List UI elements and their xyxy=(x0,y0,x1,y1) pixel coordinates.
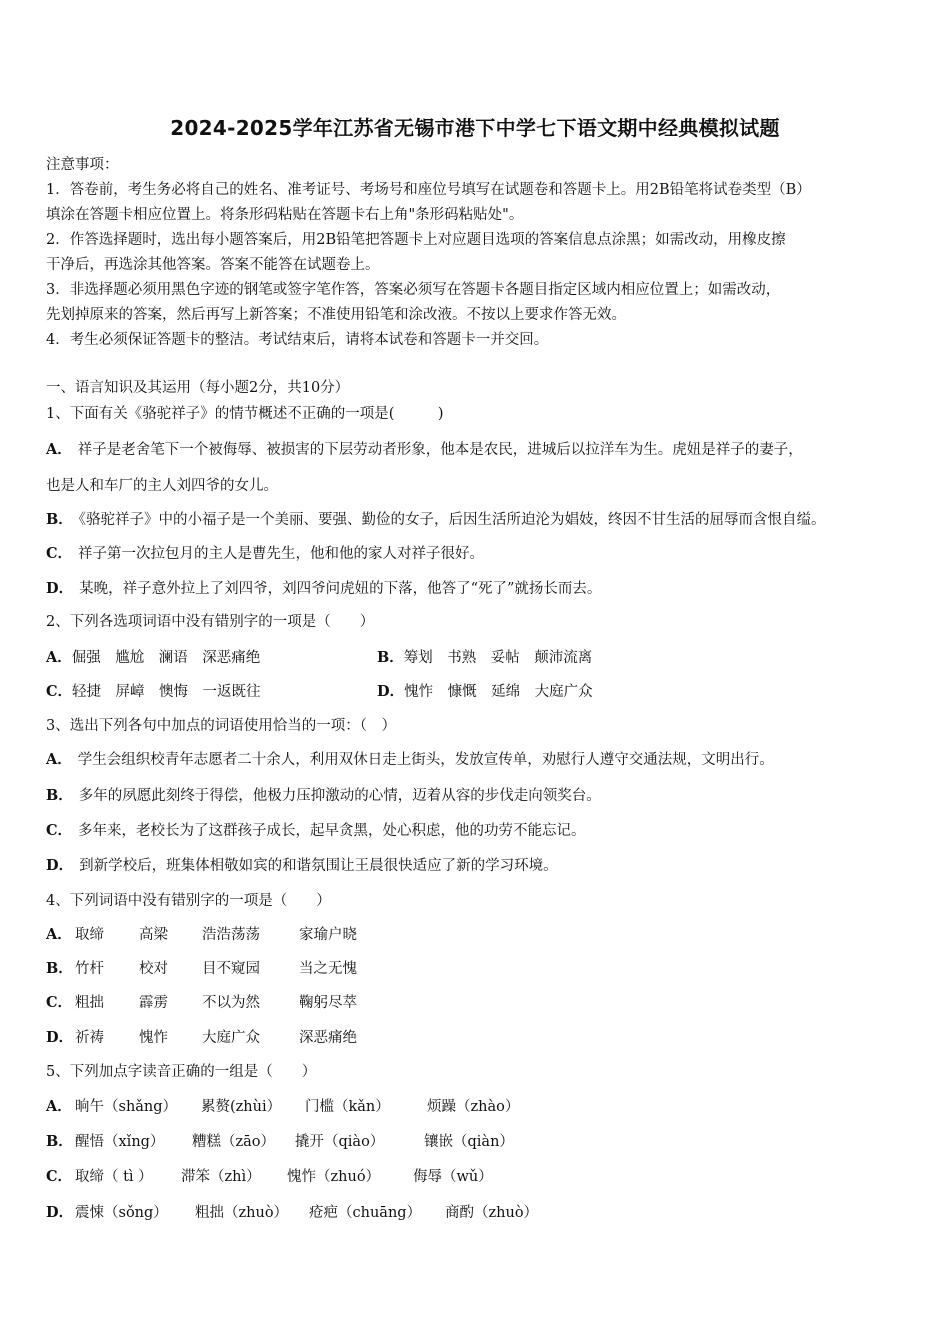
option-item xyxy=(46,680,261,701)
option-pinyin: 撬开（qiào） xyxy=(295,1134,385,1150)
option-key: B． xyxy=(46,787,73,804)
option-word: 校对 xyxy=(139,961,168,977)
option-item xyxy=(46,646,260,667)
notes-block xyxy=(46,153,906,353)
option-key: D． xyxy=(46,857,74,874)
option-pinyin: 侮辱（wǔ） xyxy=(413,1169,493,1185)
option-word: 愧怍 xyxy=(139,1030,168,1046)
question-stem: 3、选出下列各句中加点的词语使用恰当的一项：（ ） xyxy=(46,718,396,734)
option-pinyin: 醒悟（xǐng） xyxy=(75,1134,165,1150)
option-pinyin: 累赘(zhùi） xyxy=(201,1099,282,1115)
option-text: 祥子是老舍笔下一个被侮辱、被损害的下层劳动者形象，他本是农民，进城后以拉洋车为生。虎妞是祥子的妻子， xyxy=(77,442,803,458)
option-word: 浩浩荡荡 xyxy=(202,927,260,943)
question-stem: 4、下列词语中没有错别字的一项是（ ） xyxy=(46,893,331,909)
option-word: 目不窥园 xyxy=(202,961,260,977)
option-key: D． xyxy=(46,1029,74,1046)
option-word: 不以为然 xyxy=(202,995,260,1011)
option-text: 多年的夙愿此刻终于得偿，他极力压抑激动的心情，迈着从容的步伐走向领奖台。 xyxy=(78,788,601,804)
option-pinyin: 门槛（kǎn） xyxy=(305,1099,390,1115)
option-key: A． xyxy=(46,649,72,666)
option-text: 筹划 书熟 妥帖 颠沛流离 xyxy=(403,650,593,666)
option-key: C． xyxy=(46,683,73,700)
option-item xyxy=(377,646,592,667)
notes-line: 先划掉原来的答案，然后再写上新答案；不准使用铅笔和涂改液。不按以上要求作答无效。 xyxy=(46,307,626,323)
option-key: A． xyxy=(46,1098,72,1115)
option-text: 多年来，老校长为了这群孩子成长，起早贪黑，处心积虑，他的功劳不能忘记。 xyxy=(78,823,586,839)
option-text: 愧怍 慷慨 延绵 大庭广众 xyxy=(404,684,593,700)
option-key: C． xyxy=(46,1168,73,1185)
option-pinyin: 镶嵌（qiàn） xyxy=(424,1134,514,1150)
option-text: 也是人和车厂的主人刘四爷的女儿。 xyxy=(46,478,278,494)
option-text: 到新学校后，班集体相敬如宾的和谐氛围让王晨很快适应了新的学习环境。 xyxy=(79,858,558,874)
option-word: 高梁 xyxy=(139,927,168,943)
option-item xyxy=(46,854,558,875)
option-key: D． xyxy=(46,1204,74,1221)
option-text: 轻捷 屏嶂 懊悔 一返既往 xyxy=(72,684,261,700)
option-key: B． xyxy=(46,1133,73,1150)
option-key: B． xyxy=(46,511,73,528)
option-item xyxy=(46,508,826,529)
question-stem: 2、下列各选项词语中没有错别字的一项是（ ） xyxy=(46,614,375,630)
option-pinyin: 粗拙（zhuò） xyxy=(195,1205,289,1221)
option-word: 霹雳 xyxy=(139,995,168,1011)
option-key: B． xyxy=(377,649,404,666)
notes-line: 干净后，再选涂其他答案。答案不能答在试题卷上。 xyxy=(46,257,380,273)
option-text: 倔强 尴尬 澜语 深恶痛绝 xyxy=(71,650,261,666)
option-word: 深恶痛绝 xyxy=(299,1030,357,1046)
option-item xyxy=(46,819,586,840)
option-key: A． xyxy=(46,441,72,458)
question-stem: 5、下列加点字读音正确的一组是（ ） xyxy=(46,1064,317,1080)
option-item xyxy=(46,438,803,459)
option-key: B． xyxy=(46,960,73,977)
option-word: 粗拙 xyxy=(75,995,104,1011)
option-pinyin: 疮疤（chuāng） xyxy=(309,1205,422,1221)
notes-line: 3．非选择题必须用黑色字迹的钢笔或签字笔作答，答案必须写在答题卡各题目指定区域内相应位置上；如需改动， xyxy=(46,282,781,298)
question-stem: 1、下面有关《骆驼祥子》的情节概述不正确的一项是( ) xyxy=(46,406,444,422)
option-text: 《骆驼祥子》中的小福子是一个美丽、要强、勤俭的女子，后因生活所迫沦为娼妓，终因不甘生活的屈辱而含恨自缢。 xyxy=(78,512,826,528)
option-key: C． xyxy=(46,822,73,839)
option-text: 某晚，祥子意外拉上了刘四爷，刘四爷问虎妞的下落，他答了“死了”就扬长而去。 xyxy=(79,581,602,597)
option-pinyin: 烦躁（zhào） xyxy=(427,1099,520,1115)
option-key: D． xyxy=(377,683,405,700)
option-item xyxy=(46,577,601,598)
option-word: 取缔 xyxy=(75,927,104,943)
option-item xyxy=(46,542,484,563)
notes-line: 填涂在答题卡相应位置上。将条形码粘贴在答题卡右上角"条形码粘贴处"。 xyxy=(46,207,524,223)
option-item xyxy=(46,474,278,495)
option-key: A． xyxy=(46,926,72,943)
option-pinyin: 商酌（zhuò） xyxy=(445,1205,539,1221)
option-item xyxy=(46,784,601,805)
option-word: 家瑜户晓 xyxy=(299,927,357,943)
option-word: 鞠躬尽萃 xyxy=(299,995,357,1011)
page-title: 2024-2025学年江苏省无锡市港下中学七下语文期中经典模拟试题 xyxy=(170,116,780,140)
option-word: 大庭广众 xyxy=(202,1030,260,1046)
option-pinyin: 滞笨（zhì） xyxy=(181,1169,261,1185)
option-key: A． xyxy=(46,751,72,768)
option-word: 竹杆 xyxy=(75,961,104,977)
option-key: D． xyxy=(46,580,74,597)
option-word: 当之无愧 xyxy=(299,961,357,977)
notes-line: 4．考生必须保证答题卡的整洁。考试结束后，请将本试卷和答题卡一并交回。 xyxy=(46,332,549,348)
option-pinyin: 晌午（shǎng） xyxy=(75,1099,178,1115)
notes-line: 1．答卷前，考生务必将自己的姓名、准考证号、考场号和座位号填写在试题卷和答题卡上。用2B铅笔将试卷类型（B） xyxy=(46,182,811,198)
section-heading: 一、语言知识及其运用（每小题2分，共10分） xyxy=(46,380,350,396)
option-pinyin: 震悚（sǒng） xyxy=(75,1205,168,1221)
option-pinyin: 取缔（ tì ） xyxy=(75,1169,153,1185)
notes-line: 2．作答选择题时，选出每小题答案后，用2B铅笔把答题卡上对应题目选项的答案信息点涂黑；如需改动，用橡皮擦 xyxy=(46,232,786,248)
option-pinyin: 愧怍（zhuó） xyxy=(287,1169,381,1185)
option-key: C． xyxy=(46,545,73,562)
option-key: C． xyxy=(46,994,73,1011)
option-pinyin: 糟糕（zāo） xyxy=(192,1134,276,1150)
option-item xyxy=(46,748,774,769)
option-word: 祈祷 xyxy=(75,1030,104,1046)
notes-heading: 注意事项： xyxy=(46,157,119,173)
option-item xyxy=(377,680,593,701)
option-text: 祥子第一次拉包月的主人是曹先生，他和他的家人对祥子很好。 xyxy=(78,546,485,562)
option-text: 学生会组织校青年志愿者二十余人，利用双休日走上街头，发放宣传单，劝慰行人遵守交通法规，文明出行。 xyxy=(77,752,774,768)
